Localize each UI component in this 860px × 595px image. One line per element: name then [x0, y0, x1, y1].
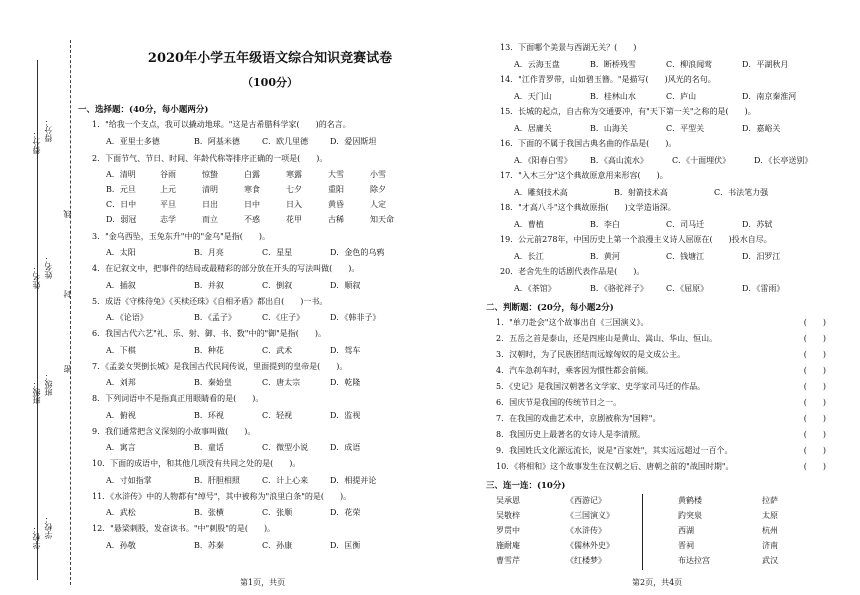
- school-label-outer: 学校：: [32, 525, 41, 549]
- match-divider: [642, 494, 643, 570]
- question-17: 17．"入木三分"这个典故原意用来形容( )。: [500, 171, 668, 180]
- option[interactable]: D．金色的乌鸦: [330, 248, 385, 257]
- option[interactable]: B．断桥残雪: [590, 60, 636, 69]
- option[interactable]: D．相提并论: [330, 476, 377, 485]
- option[interactable]: B．黄河: [590, 252, 620, 261]
- grid-cell: 大雪: [328, 170, 344, 179]
- question-2-row-c: [106, 200, 412, 210]
- score-label-inner: 得分：: [44, 118, 53, 142]
- question-17-options: [514, 188, 768, 198]
- grid-cell: 黄昏: [328, 200, 344, 209]
- question-14: 14．"江作青罗带，山如碧玉簪。"是描写( )风光的名句。: [500, 75, 716, 84]
- option[interactable]: C．张顺: [262, 508, 293, 517]
- judgment-item: 2．五岳之首是泰山，还是四座山是黄山、嵩山、华山、恒山。 ( ): [496, 334, 826, 343]
- option[interactable]: C．庐山: [666, 92, 697, 101]
- option[interactable]: A．曹植: [514, 220, 544, 229]
- grid-cell: 日出: [202, 200, 218, 209]
- question-10-options: [106, 476, 376, 486]
- judgment-item: 9．我国姓氏文化源远流长，说是"百家姓"，其实远远超过一百个。 ( ): [496, 446, 826, 455]
- option[interactable]: B．《骆驼祥子》: [590, 284, 648, 293]
- answer-slot[interactable]: ( ): [803, 366, 826, 375]
- judgment-item: 7．在我国的戏曲艺术中，京剧被称为"国粹"。 ( ): [496, 414, 826, 423]
- option[interactable]: B．并叙: [194, 281, 224, 290]
- option[interactable]: C．柳浪闻莺: [666, 60, 713, 69]
- section2-heading: 二、判断题：(20分，每小题2分): [486, 303, 614, 313]
- option[interactable]: C．司马迁: [666, 220, 705, 229]
- question-4-options: [106, 281, 360, 291]
- grid-cell: 花甲: [286, 215, 302, 224]
- question-2-row-b: [106, 185, 412, 195]
- match-item[interactable]: 武汉: [762, 556, 778, 565]
- question-6: 6．我国古代六艺"礼、乐、射、御、书、数"中的"御"是指( )。: [92, 329, 327, 338]
- question-1-options: [106, 137, 376, 147]
- match-item[interactable]: 杭州: [762, 526, 778, 535]
- grid-cell: 古稀: [328, 215, 344, 224]
- judgment-item: 5．《史记》是我国汉朝著名文学家、史学家司马迁的作品。 ( ): [496, 382, 826, 391]
- match-item[interactable]: 《儒林外史》: [566, 541, 614, 550]
- option[interactable]: B．《高山流水》: [590, 156, 648, 165]
- question-9: 9．我们通常把含义深刻的小故事叫做( )。: [92, 427, 256, 436]
- school-label-inner: 学校：: [44, 515, 53, 539]
- question-18-options: [514, 220, 772, 230]
- option[interactable]: A．《阳春白雪》: [514, 156, 572, 165]
- option[interactable]: A．刘邦: [106, 378, 136, 387]
- question-15-options: [514, 124, 780, 134]
- option[interactable]: D．嘉峪关: [742, 124, 781, 133]
- option[interactable]: B．秦始皇: [194, 378, 232, 387]
- grid-cell: 寒食: [244, 185, 260, 194]
- grid-cell: 谷雨: [160, 170, 176, 179]
- option[interactable]: B．月亮: [194, 248, 224, 257]
- option[interactable]: A．居庸关: [514, 124, 552, 133]
- answer-slot[interactable]: ( ): [803, 382, 826, 391]
- option[interactable]: A．寓言: [106, 443, 136, 452]
- option[interactable]: B．张横: [194, 508, 224, 517]
- option[interactable]: B．种花: [194, 346, 224, 355]
- answer-slot[interactable]: ( ): [803, 398, 826, 407]
- question-2-row-a: [106, 170, 412, 180]
- match-item[interactable]: 施耐庵: [496, 541, 520, 550]
- option[interactable]: C．武术: [262, 346, 293, 355]
- option[interactable]: C．倒叙: [262, 281, 293, 290]
- question-12: 12．"悬梁刺股，发奋读书。"中"刺股"的是( )。: [92, 524, 276, 533]
- answer-slot[interactable]: ( ): [803, 446, 826, 455]
- binding-line-word: 线: [63, 210, 72, 218]
- grid-cell: 小雪: [370, 170, 386, 179]
- grid-cell[interactable]: A．清明: [106, 170, 136, 179]
- option[interactable]: B．童话: [194, 443, 224, 452]
- question-16-options: [514, 156, 812, 166]
- question-16: 16．下面的不属于我国古典名曲的作品是( )。: [500, 139, 677, 148]
- match-item[interactable]: 曹雪芹: [496, 556, 520, 565]
- option[interactable]: A．《论语》: [106, 313, 148, 322]
- grid-cell: 惊蛰: [202, 170, 218, 179]
- match-item[interactable]: 《红楼梦》: [566, 556, 606, 565]
- question-2-row-d: [106, 215, 412, 225]
- question-9-options: [106, 443, 360, 453]
- match-item[interactable]: 趵突泉: [678, 511, 702, 520]
- judgment-item: 3．汉朝时，为了民族团结而远嫁匈奴的是文成公主。 ( ): [496, 350, 826, 359]
- match-item[interactable]: 布达拉宫: [678, 556, 710, 565]
- score-label-outer: 得分：: [32, 130, 41, 154]
- binding-seal-word: 封: [63, 290, 72, 298]
- option[interactable]: C．平型关: [666, 124, 705, 133]
- grid-cell: 平旦: [160, 200, 176, 209]
- match-item[interactable]: 《水浒传》: [566, 526, 606, 535]
- question-5: 5．成语《守株待兔》《买椟还珠》《自相矛盾》都出自( )一书。: [92, 297, 328, 306]
- section3-heading: 三、连一连：(10分): [486, 481, 566, 491]
- binding-dashed-line: [70, 40, 71, 585]
- question-15: 15．长城的起点，自古称为交通要冲，有"天下第一关"之称的是( )。: [500, 107, 756, 116]
- option[interactable]: C．轻视: [262, 411, 293, 420]
- grid-cell: 人定: [370, 200, 386, 209]
- answer-slot[interactable]: ( ): [803, 350, 826, 359]
- grid-cell: 寒露: [286, 170, 302, 179]
- page-footer-left: 第1页，共页: [240, 578, 286, 587]
- option[interactable]: D．花荣: [330, 508, 361, 517]
- answer-slot[interactable]: ( ): [803, 462, 826, 471]
- name-label-inner: 姓名：: [44, 255, 53, 279]
- match-item[interactable]: 罗贯中: [496, 526, 520, 535]
- grid-cell: 知天命: [370, 215, 394, 224]
- option[interactable]: C．唐太宗: [262, 378, 301, 387]
- option[interactable]: A．下棋: [106, 346, 136, 355]
- judgment-list: [496, 318, 826, 471]
- option[interactable]: A．亚里士多德: [106, 137, 160, 146]
- option[interactable]: A．长江: [514, 252, 544, 261]
- grid-cell: 七夕: [286, 185, 302, 194]
- match-item[interactable]: 吴承恩: [496, 496, 520, 505]
- option[interactable]: D．顺叙: [330, 281, 361, 290]
- option[interactable]: A．云海玉盘: [514, 60, 560, 69]
- option[interactable]: A．俯视: [106, 411, 136, 420]
- option[interactable]: B．苏秦: [194, 541, 224, 550]
- match-item[interactable]: 济南: [762, 541, 778, 550]
- match-item[interactable]: 拉萨: [762, 496, 778, 505]
- option[interactable]: B．射箭技术高: [614, 188, 668, 197]
- match-item[interactable]: 晋祠: [678, 541, 694, 550]
- option[interactable]: B．阿基米德: [194, 137, 240, 146]
- match-item[interactable]: 吴敬梓: [496, 511, 520, 520]
- answer-slot[interactable]: ( ): [803, 414, 826, 423]
- option[interactable]: D．南京秦淮河: [742, 92, 797, 101]
- grid-cell: 而立: [202, 215, 218, 224]
- grid-cell: 志学: [160, 215, 176, 224]
- binding-secret-word: 密: [63, 365, 72, 373]
- page-footer-right: 第2页，共4页: [632, 578, 683, 587]
- grid-cell: 清明: [202, 185, 218, 194]
- option[interactable]: B．肝胆相照: [194, 476, 240, 485]
- option[interactable]: D．平湖秋月: [742, 60, 789, 69]
- option[interactable]: D．《长亭送别》: [754, 156, 813, 165]
- question-7-options: [106, 378, 360, 388]
- option[interactable]: C．欧几里德: [262, 137, 309, 146]
- answer-slot[interactable]: ( ): [803, 318, 826, 327]
- question-11-options: [106, 508, 360, 518]
- question-2: 2．下面节气、节日、时间、年龄代称等排序正确的一项是( )。: [92, 154, 328, 163]
- grid-cell[interactable]: B．元旦: [106, 185, 136, 194]
- option[interactable]: D．成语: [330, 443, 361, 452]
- grid-cell: 除夕: [370, 185, 386, 194]
- option[interactable]: A．天门山: [514, 92, 552, 101]
- answer-slot[interactable]: ( ): [803, 334, 826, 343]
- grid-cell: 上元: [160, 185, 176, 194]
- question-10: 10．下面的成语中，和其他几项没有共同之处的是( )。: [92, 459, 301, 468]
- option[interactable]: C．计上心来: [262, 476, 309, 485]
- match-item[interactable]: 《西游记》: [566, 496, 606, 505]
- option[interactable]: B．山海关: [590, 124, 628, 133]
- judgment-item: 10．《将相和》这个故事发生在汉朝之后、唐朝之前的"战国时期"。 ( ): [496, 462, 826, 471]
- question-8: 8．下列词语中不是指真正用眼睛看的是( )。: [92, 394, 264, 403]
- option[interactable]: D．匡衡: [330, 541, 361, 550]
- answer-slot[interactable]: ( ): [803, 430, 826, 439]
- question-6-options: [106, 346, 360, 356]
- option[interactable]: B．《孟子》: [194, 313, 236, 322]
- judgment-item: 8．我国历史上最著名的女诗人是李清照。 ( ): [496, 430, 826, 439]
- option[interactable]: A．孙敬: [106, 541, 136, 550]
- page-title: 2020年小学五年级语文综合知识竞赛试卷: [147, 51, 393, 66]
- option[interactable]: D．爱因斯坦: [330, 137, 377, 146]
- question-18: 18．"才高八斗"这个典故原指( )文学造诣深。: [500, 203, 676, 212]
- question-1: 1．"给我一个支点，我可以撬动地球。"这是古希腊科学家( )的名言。: [92, 120, 351, 129]
- option[interactable]: D．乾隆: [330, 378, 361, 387]
- option[interactable]: D．汨罗江: [742, 252, 781, 261]
- option[interactable]: C．书法笔力强: [714, 188, 769, 197]
- grid-cell[interactable]: D．弱冠: [106, 215, 137, 224]
- option[interactable]: D．苏轼: [742, 220, 773, 229]
- option[interactable]: B．桂林山水: [590, 92, 636, 101]
- option[interactable]: D．驾车: [330, 346, 361, 355]
- match-item[interactable]: 太原: [762, 511, 778, 520]
- match-item[interactable]: 黄鹤楼: [678, 496, 702, 505]
- question-19: 19．公元前278年，中国历史上第一个浪漫主义诗人屈原在( )投水自尽。: [500, 235, 772, 244]
- option[interactable]: C．《庄子》: [262, 313, 305, 322]
- question-13: 13．下面哪个美景与西湖无关？( ): [500, 43, 637, 52]
- judgment-item: 4．汽车急刹车时，乘客因为惯性都会前倾。 ( ): [496, 366, 826, 375]
- option[interactable]: C．星星: [262, 248, 293, 257]
- question-20-options: [514, 284, 784, 294]
- grid-cell: 重阳: [328, 185, 344, 194]
- question-4: 4．在记叙文中，把事件的结局或最精彩的部分放在开头的写法叫做( )。: [92, 264, 360, 273]
- grid-cell[interactable]: C．日中: [106, 200, 137, 209]
- option[interactable]: D．《雷雨》: [742, 284, 785, 293]
- question-12-options: [106, 541, 360, 551]
- option[interactable]: A．雕刻技术高: [514, 188, 568, 197]
- section1-heading: 一、选择题：(40分，每小题两分): [78, 105, 209, 115]
- cities-column: [762, 496, 822, 571]
- class-label-inner: 班级：: [44, 372, 53, 396]
- grid-cell: 白露: [244, 170, 260, 179]
- question-19-options: [514, 252, 780, 262]
- option[interactable]: C．孙康: [262, 541, 293, 550]
- option[interactable]: A．武松: [106, 508, 136, 517]
- question-11: 11．《水浒传》中的人物都有"绰号"，其中被称为"浪里白条"的是( )。: [92, 492, 352, 501]
- question-7: 7．《孟姜女哭倒长城》是我国古代民间传说，里面提到的皇帝是( )。: [92, 362, 348, 371]
- option[interactable]: C．钱塘江: [666, 252, 705, 261]
- option[interactable]: A．《茶馆》: [514, 284, 556, 293]
- match-item[interactable]: 《三国演义》: [566, 511, 614, 520]
- option[interactable]: D．监视: [330, 411, 361, 420]
- judgment-item: 6．国庆节是我国的传统节日之一。 ( ): [496, 398, 826, 407]
- grid-cell: 日入: [286, 200, 302, 209]
- option[interactable]: C．微型小说: [262, 443, 309, 452]
- option[interactable]: A．寸如指掌: [106, 476, 152, 485]
- total-score: （100分）: [242, 76, 298, 89]
- match-item[interactable]: 西湖: [678, 526, 694, 535]
- name-label-outer: 姓名：: [32, 265, 41, 289]
- grid-cell: 不惑: [244, 215, 260, 224]
- option[interactable]: D．《韩非子》: [330, 313, 381, 322]
- option[interactable]: C．《屈原》: [666, 284, 709, 293]
- question-14-options: [514, 92, 796, 102]
- grid-cell: 日中: [244, 200, 260, 209]
- question-20: 20．老舍先生的话剧代表作品是( )。: [500, 267, 645, 276]
- option[interactable]: B．环视: [194, 411, 224, 420]
- judgment-item: 1．"单刀赴会"这个故事出自《三国演义》。 ( ): [496, 318, 826, 327]
- option[interactable]: B．李白: [590, 220, 620, 229]
- question-5-options: [106, 313, 380, 323]
- class-label-outer: 班级：: [32, 380, 41, 404]
- sights-column: [678, 496, 768, 571]
- question-3: 3．"金乌西坠，玉兔东升"中的"金乌"是指( )。: [92, 232, 271, 241]
- option[interactable]: A．太阳: [106, 248, 136, 257]
- option[interactable]: A．插叙: [106, 281, 136, 290]
- option[interactable]: C．《十面埋伏》: [672, 156, 731, 165]
- question-8-options: [106, 411, 360, 421]
- question-3-options: [106, 248, 384, 258]
- question-13-options: [514, 60, 788, 70]
